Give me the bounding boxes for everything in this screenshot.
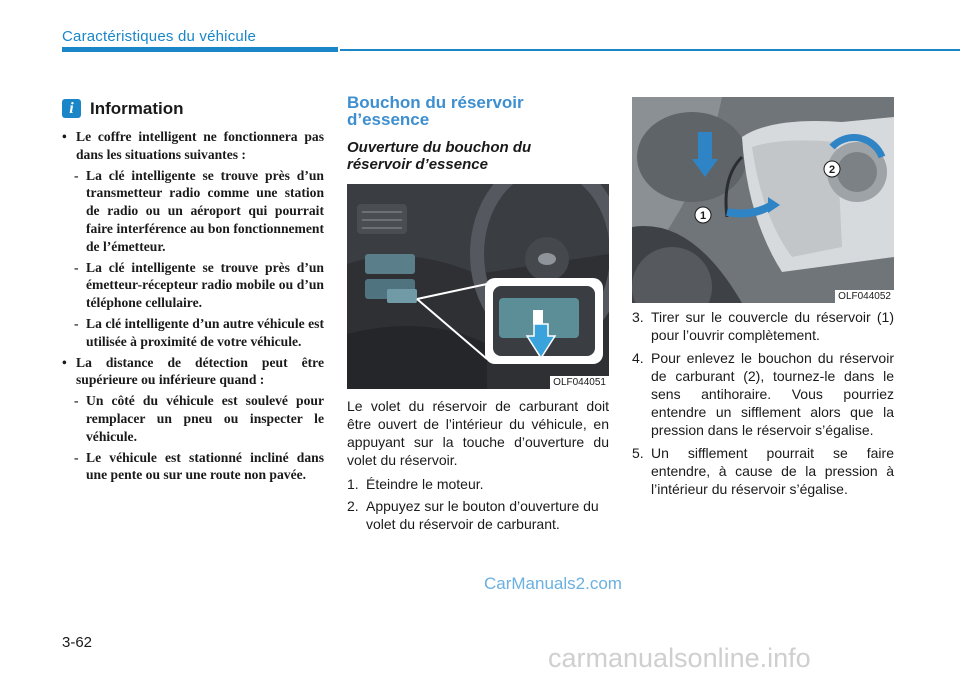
info-subbullet: - La clé intelligente d’un autre véhicule est utilisée à proximité de votre véhicule.: [74, 315, 324, 349]
step-item: 4. Pour enlevez le bouchon du réservoir de carburant (2), tournez-le dans le sens antihoraire. Vous pourriez entendre un sifflement alors que la pression dans le réservoir s’égalise.: [632, 350, 894, 438]
footer-watermark: carmanualsonline.info: [548, 643, 811, 673]
info-subbullet: - Un côté du véhicule est soulevé pour remplacer un pneu ou inspecter le véhicule.: [74, 393, 324, 444]
info-bullet: [62, 354, 324, 390]
header-rule-thick: [62, 47, 338, 52]
dashboard-illustration: [347, 184, 609, 389]
info-subbullet: - Le véhicule est stationné incliné dans une pente ou sur une route non pavée.: [74, 449, 324, 483]
callout-2: 2: [828, 164, 836, 176]
section-subtitle: Ouverture du bouchon du réservoir d’essence: [347, 139, 532, 173]
figure-fuel-cap: [632, 97, 894, 303]
step-item: 3. Tirer sur le couvercle du réservoir (1) pour l’ouvrir complètement.: [632, 309, 894, 343]
info-content: [62, 128, 324, 484]
fuel-cap-illustration: [632, 97, 894, 303]
subbullet-text: La clé intelligente d’un autre véhicule est utilisée à proximité de votre véhicule.: [86, 315, 324, 349]
section-title: Bouchon du réservoir d’essence: [347, 93, 524, 129]
bullet-mark: •: [62, 129, 67, 144]
step-item: 5. Un sifflement pourrait se faire entendre, à cause de la pression à l’intérieur du réservoir s’égalise.: [632, 445, 894, 497]
bullet-text: Le coffre intelligent ne fonctionnera pas dans les situations suivantes :: [76, 129, 324, 162]
figure-code: OLF044051: [550, 376, 609, 389]
bullet-mark: •: [62, 354, 67, 370]
figure-code: OLF044052: [835, 290, 894, 303]
subbullet-text: Un côté du véhicule est soulevé pour remplacer un pneu ou inspecter le véhicule.: [86, 393, 324, 444]
figure-fuel-door-button: [347, 184, 609, 389]
step-item: 2. Appuyez sur le bouton d’ouverture du volet du réservoir de carburant.: [347, 498, 599, 532]
info-subbullet: - La clé intelligente se trouve près d’un émetteur-récepteur radio mobile ou d’un téléphone cellulaire.: [74, 259, 324, 311]
info-title: Information: [90, 99, 184, 118]
info-icon: i: [62, 99, 81, 118]
callout-1: 1: [699, 210, 707, 222]
page-number: 3-62: [62, 634, 93, 651]
header-title: Caractéristiques du véhicule: [62, 28, 257, 45]
subbullet-text: La clé intelligente se trouve près d’un émetteur-récepteur radio mobile ou d’un téléphone cellulaire.: [86, 259, 324, 311]
section-text-right: [632, 308, 894, 503]
subbullet-text: Le véhicule est stationné incliné dans une pente ou sur une route non pavée.: [86, 449, 324, 483]
section-text-left: [347, 397, 609, 537]
header-rule-thin: [340, 49, 960, 51]
subbullet-text: La clé intelligente se trouve près d’un transmetteur radio comme une station de radio ou un aéroport qui pourrait faire interférence au bon fonctionnement de l’émetteur.: [86, 167, 324, 254]
info-subbullet: - La clé intelligente se trouve près d’un transmetteur radio comme une station de radio ou un aéroport qui pourrait faire interférence au bon fonctionnement de l’émetteur.: [74, 167, 324, 254]
step-item: 1. Éteindre le moteur.: [347, 476, 484, 492]
info-bullet: [62, 128, 324, 164]
intro-paragraph: Le volet du réservoir de carburant doit être ouvert de l’intérieur du véhicule, en appuyant sur la touche d’ouverture du volet du réservoir.: [347, 398, 609, 468]
watermark-link[interactable]: CarManuals2.com: [484, 574, 622, 593]
bullet-text: La distance de détection peut être supérieure ou inférieure quand :: [76, 354, 324, 388]
